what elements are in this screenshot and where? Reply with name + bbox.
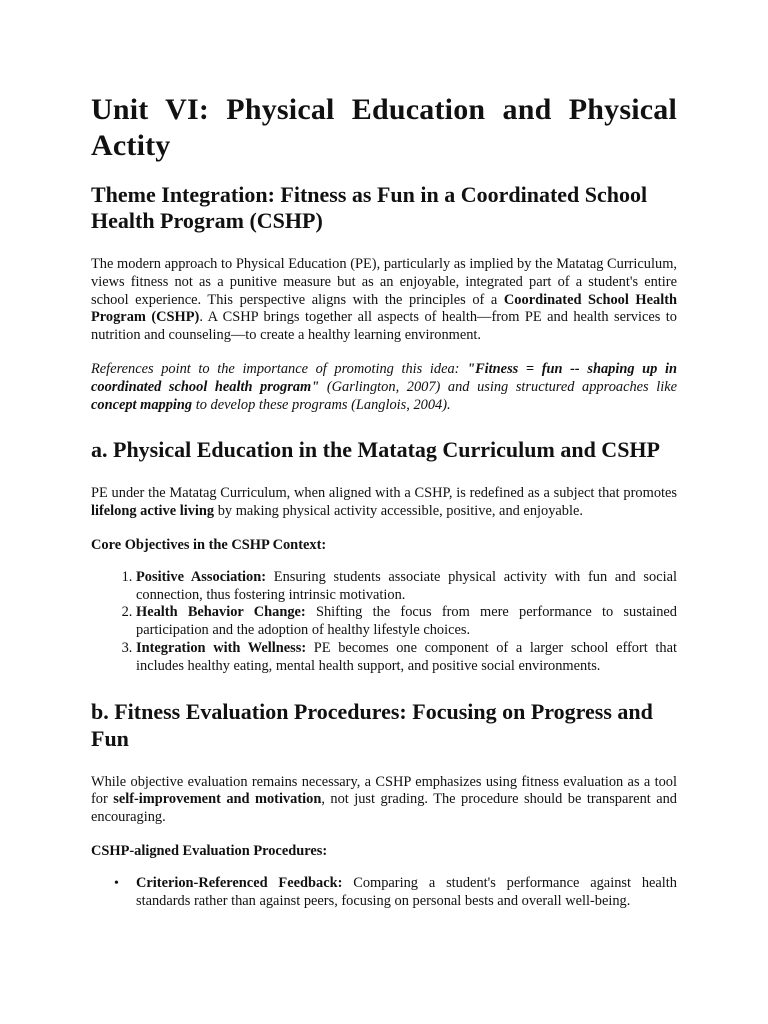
section-a-heading: a. Physical Education in the Matatag Curriculum and CSHP (91, 437, 660, 463)
list-item-text: Ensuring students associate physical activity with fun and social connection, thus fostering intrinsic motivation. (136, 568, 677, 603)
section-a-bold: lifelong active living (91, 503, 215, 520)
intro-paragraph (91, 256, 677, 345)
references-text-3: to develop these programs (Langlois, 2004). (192, 396, 451, 413)
theme-heading: Theme Integration: Fitness as Fun in a Coordinated School Health Program (CSHP) (91, 182, 648, 233)
section-b-paragraph (91, 774, 677, 827)
core-objectives-list (91, 569, 677, 676)
intro-text-2: . A CSHP brings together all aspects of health—from PE and health services to nutrition and counseling—to create a healthy learning environment. (91, 309, 677, 344)
list-item (136, 569, 677, 605)
list-item-text: Shifting the focus from mere performance to sustained participation and the adoption of healthy lifestyle choices. (136, 604, 677, 639)
list-item-label: Positive Association: (136, 568, 267, 585)
references-text-1: References point to the importance of promoting this idea: (91, 360, 468, 377)
list-item-label: Health Behavior Change: (136, 604, 306, 621)
section-a-text-2: by making physical activity accessible, positive, and enjoyable. (214, 503, 583, 520)
bullet-icon: • (114, 875, 119, 891)
section-b-text-1: While objective evaluation remains necessary, a CSHP emphasizes using fitness evaluation as a tool for (91, 773, 677, 808)
section-b-heading: b. Fitness Evaluation Procedures: Focusing on Progress and Fun (91, 698, 653, 751)
references-bold-quote: "Fitness = fun -- shaping up in coordinated school health program" (91, 360, 677, 395)
list-item (136, 640, 677, 676)
list-item-text: PE becomes one component of a larger school effort that includes healthy eating, mental health support, and positive social environments. (136, 639, 677, 674)
list-item-text: Comparing a student's performance against health standards rather than against peers, focusing on personal bests and overall well-being. (136, 874, 677, 909)
page-title-line-1: Unit VI: Physical Education and Physical (91, 93, 677, 126)
page-title-line-2: Actity (91, 129, 171, 162)
document-page (91, 92, 677, 926)
page-title (91, 92, 677, 164)
list-item-label: Criterion-Referenced Feedback: (136, 874, 343, 891)
references-text-2: (Garlington, 2007) and using structured approaches like (319, 378, 678, 395)
list-item (136, 604, 677, 640)
intro-bold-cshp: Coordinated School Health Program (CSHP) (91, 291, 677, 326)
section-a-text-1: PE under the Matatag Curriculum, when aligned with a CSHP, is redefined as a subject that promotes (91, 485, 677, 502)
section-b-subheading: CSHP-aligned Evaluation Procedures: (91, 842, 328, 859)
list-item (114, 874, 677, 911)
section-a-subheading: Core Objectives in the CSHP Context: (91, 536, 327, 553)
evaluation-procedures-list (91, 875, 677, 911)
references-paragraph (91, 361, 677, 414)
references-bold-concept: concept mapping (91, 396, 193, 413)
intro-text-1: The modern approach to Physical Education (PE), particularly as implied by the Matatag Curriculum, views fitness not as a punitive measure but as an enjoyable, integrated part of a student's entire school experience. This perspective aligns with the principles of a (91, 256, 677, 308)
section-a-paragraph (91, 485, 677, 521)
section-b-text-2: , not just grading. The procedure should be transparent and encouraging. (91, 791, 677, 826)
section-b-bold: self-improvement and motivation (113, 791, 322, 808)
list-item-label: Integration with Wellness: (136, 639, 307, 656)
